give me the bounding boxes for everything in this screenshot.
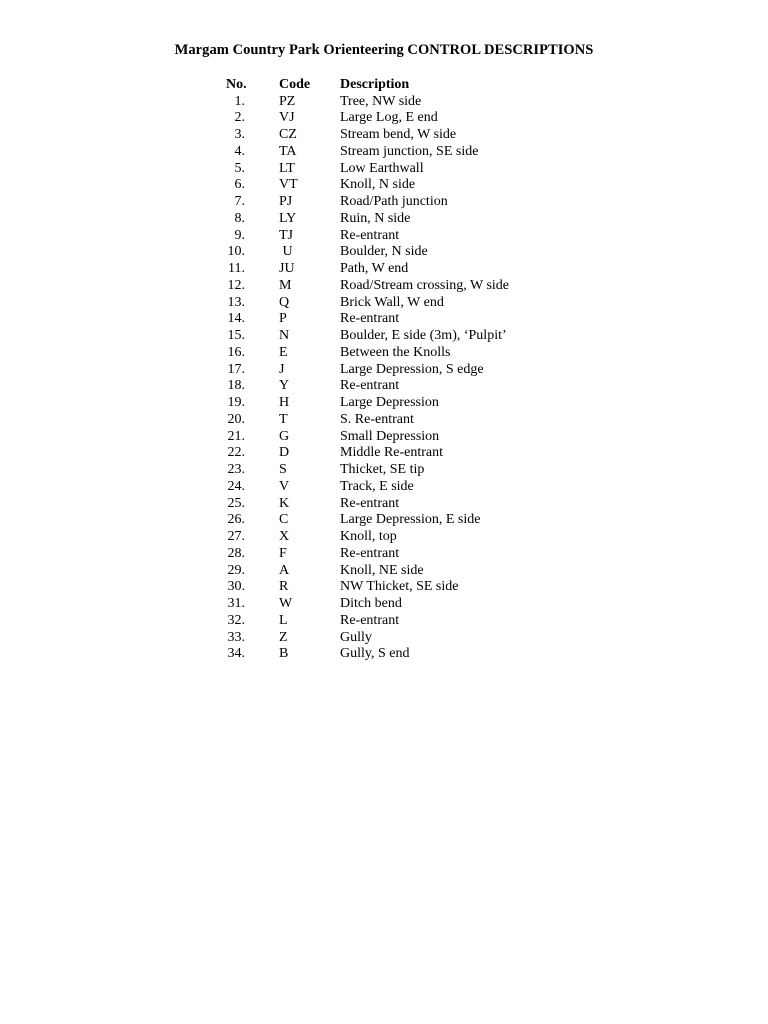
row-description: Brick Wall, W end bbox=[340, 294, 444, 310]
row-description: Boulder, N side bbox=[340, 244, 428, 260]
row-code: D bbox=[279, 445, 290, 461]
row-description: Knoll, NE side bbox=[340, 562, 424, 578]
row-code: LY bbox=[279, 210, 297, 226]
row-code: CZ bbox=[279, 127, 297, 142]
row-code: PZ bbox=[279, 93, 296, 109]
table-row bbox=[0, 295, 768, 312]
row-code: L bbox=[279, 612, 288, 628]
row-number: 3. bbox=[234, 127, 245, 142]
row-number: 9. bbox=[234, 227, 245, 243]
row-number: 33. bbox=[227, 629, 245, 645]
table-row bbox=[0, 177, 768, 194]
row-number: 2. bbox=[234, 110, 245, 126]
table-row bbox=[0, 194, 768, 211]
row-description: Path, W end bbox=[340, 261, 409, 276]
row-number: 28. bbox=[227, 545, 245, 561]
table-row bbox=[0, 462, 768, 479]
row-code: PJ bbox=[279, 194, 293, 209]
row-description: Middle Re-entrant bbox=[340, 445, 444, 461]
row-description: Boulder, E side (3m), ‘Pulpit’ bbox=[340, 328, 507, 343]
row-number: 15. bbox=[227, 328, 245, 343]
table-row bbox=[0, 529, 768, 546]
row-description: Stream bend, W side bbox=[340, 127, 457, 142]
row-number: 22. bbox=[227, 445, 245, 461]
table-row bbox=[0, 244, 768, 261]
header-code: Code bbox=[279, 77, 311, 92]
row-code: E bbox=[279, 344, 288, 360]
row-description: Re-entrant bbox=[340, 495, 400, 511]
row-number: 14. bbox=[227, 311, 245, 327]
row-description: Re-entrant bbox=[340, 378, 400, 394]
table-row bbox=[0, 362, 768, 379]
row-description: Gully bbox=[340, 629, 372, 645]
table-row bbox=[0, 412, 768, 429]
table-row bbox=[0, 479, 768, 496]
row-code: VJ bbox=[279, 110, 295, 126]
table-header bbox=[0, 76, 768, 94]
table-row bbox=[0, 278, 768, 295]
row-description: Road/Stream crossing, W side bbox=[340, 277, 510, 293]
table-row bbox=[0, 345, 768, 362]
table-row bbox=[0, 613, 768, 630]
row-code: H bbox=[279, 395, 290, 410]
row-code: J bbox=[279, 361, 285, 377]
row-description: Between the Knolls bbox=[340, 344, 451, 360]
page-title: Margam Country Park Orienteering CONTROL DESCRIPTIONS bbox=[174, 42, 594, 58]
table-row bbox=[0, 546, 768, 563]
table-row bbox=[0, 127, 768, 144]
row-number: 29. bbox=[227, 562, 245, 578]
row-code: Z bbox=[279, 629, 288, 645]
row-number: 23. bbox=[227, 462, 245, 477]
row-description: Track, E side bbox=[340, 478, 414, 494]
table-body bbox=[0, 94, 768, 664]
table-row bbox=[0, 563, 768, 580]
table-row bbox=[0, 512, 768, 529]
row-description: Gully, S end bbox=[340, 646, 410, 662]
row-number: 12. bbox=[227, 277, 245, 293]
row-code: N bbox=[279, 328, 290, 343]
row-description: Low Earthwall bbox=[340, 160, 424, 176]
row-description: Thicket, SE tip bbox=[340, 462, 425, 477]
row-description: Large Depression, S edge bbox=[340, 361, 484, 377]
row-number: 8. bbox=[234, 210, 245, 226]
table-row bbox=[0, 429, 768, 446]
row-code: S bbox=[279, 462, 287, 477]
table-row bbox=[0, 311, 768, 328]
row-description: Re-entrant bbox=[340, 545, 400, 561]
row-description: Road/Path junction bbox=[340, 194, 448, 209]
row-description: Ruin, N side bbox=[340, 210, 411, 226]
table-row bbox=[0, 228, 768, 245]
row-number: 4. bbox=[234, 143, 245, 159]
table-row bbox=[0, 110, 768, 127]
row-code: W bbox=[279, 596, 293, 611]
row-number: 25. bbox=[227, 495, 245, 511]
control-descriptions-table bbox=[0, 76, 768, 663]
row-code: U bbox=[279, 244, 293, 260]
row-description: Ditch bend bbox=[340, 596, 402, 611]
row-description: Re-entrant bbox=[340, 612, 400, 628]
row-code: R bbox=[279, 579, 289, 595]
row-number: 5. bbox=[234, 160, 245, 176]
table-row bbox=[0, 596, 768, 613]
row-code: JU bbox=[279, 261, 295, 276]
row-code: C bbox=[279, 512, 289, 528]
table-row bbox=[0, 144, 768, 161]
table-row bbox=[0, 161, 768, 178]
row-code: M bbox=[279, 277, 292, 293]
row-description: Small Depression bbox=[340, 428, 440, 444]
row-number: 30. bbox=[227, 579, 245, 595]
row-number: 7. bbox=[234, 194, 245, 209]
row-code: A bbox=[279, 562, 290, 578]
table-row bbox=[0, 445, 768, 462]
row-description: Stream junction, SE side bbox=[340, 143, 479, 159]
row-number: 17. bbox=[227, 361, 245, 377]
row-code: TJ bbox=[279, 227, 293, 243]
row-code: K bbox=[279, 495, 290, 511]
row-description: Large Depression bbox=[340, 395, 439, 410]
row-description: Large Depression, E side bbox=[340, 512, 481, 528]
row-number: 27. bbox=[227, 529, 245, 544]
row-number: 20. bbox=[227, 411, 245, 427]
table-row bbox=[0, 395, 768, 412]
row-number: 18. bbox=[227, 378, 245, 394]
table-row bbox=[0, 261, 768, 278]
row-number: 11. bbox=[228, 261, 245, 276]
row-code: TA bbox=[279, 143, 297, 159]
row-code: LT bbox=[279, 160, 295, 176]
table-row bbox=[0, 496, 768, 513]
row-code: V bbox=[279, 478, 290, 494]
row-code: Q bbox=[279, 294, 290, 310]
row-code: VT bbox=[279, 177, 298, 193]
table-row bbox=[0, 378, 768, 395]
header-no: No. bbox=[226, 77, 247, 92]
row-number: 1. bbox=[234, 93, 245, 109]
row-number: 6. bbox=[234, 177, 245, 193]
table-row bbox=[0, 579, 768, 596]
row-code: P bbox=[279, 311, 287, 327]
row-description: S. Re-entrant bbox=[340, 411, 414, 427]
row-number: 10. bbox=[227, 244, 245, 260]
row-description: NW Thicket, SE side bbox=[340, 579, 459, 595]
row-description: Knoll, N side bbox=[340, 177, 416, 193]
row-number: 19. bbox=[227, 395, 245, 410]
table-row bbox=[0, 328, 768, 345]
row-number: 13. bbox=[227, 294, 245, 310]
row-description: Large Log, E end bbox=[340, 110, 438, 126]
row-code: F bbox=[279, 545, 287, 561]
row-number: 26. bbox=[227, 512, 245, 528]
row-description: Re-entrant bbox=[340, 311, 400, 327]
row-description: Knoll, top bbox=[340, 529, 397, 544]
row-number: 16. bbox=[227, 344, 245, 360]
row-code: X bbox=[279, 529, 290, 544]
table-row bbox=[0, 646, 768, 663]
row-code: T bbox=[279, 411, 288, 427]
row-code: G bbox=[279, 428, 290, 444]
header-description: Description bbox=[340, 77, 410, 92]
table-row bbox=[0, 630, 768, 647]
row-number: 24. bbox=[227, 478, 245, 494]
table-row bbox=[0, 94, 768, 111]
row-code: B bbox=[279, 646, 289, 662]
row-number: 31. bbox=[227, 596, 245, 611]
row-number: 32. bbox=[227, 612, 245, 628]
row-description: Tree, NW side bbox=[340, 93, 422, 109]
row-number: 34. bbox=[227, 646, 245, 662]
table-row bbox=[0, 211, 768, 228]
row-number: 21. bbox=[227, 428, 245, 444]
row-description: Re-entrant bbox=[340, 227, 400, 243]
row-code: Y bbox=[279, 378, 290, 394]
